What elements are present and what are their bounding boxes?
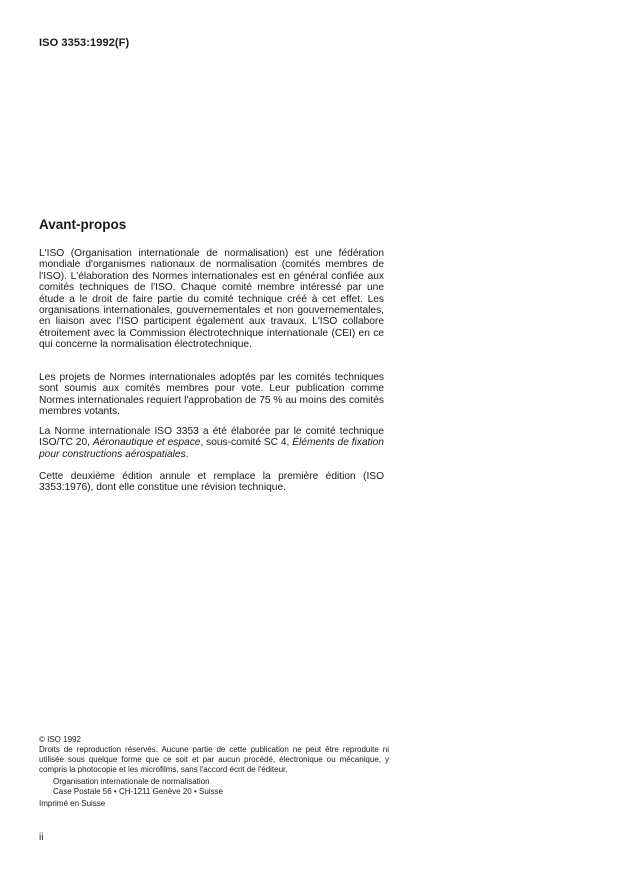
address-block [53,777,389,797]
postal-address: Case Postale 56 • CH-1211 Genève 20 • Suisse [53,787,223,796]
page-number: ii [39,832,44,843]
paragraph-iso-description: L'ISO (Organisation internationale de normalisation) est une fédération mondiale d'organismes nationaux de normalisation (comités membres de l'ISO). L'élaboration des Normes internationales est en général confiée aux comités techniques de l'ISO. Chaque comité membre intéressé par une étude a le droit de faire partie du comité technique créé à cet effet. Les organisations internationales, gouvernementales et non gouvernementales, en liaison avec l'ISO participent également aux travaux. L'ISO collabore étroitement avec la Commission électrotechnique internationale (CEI) en ce qui concerne la normalisation électrotechnique. [39,248,384,351]
committee-text-start: La Norme internationale ISO 3353 a été élaborée par le comité technique ISO/TC 20, [39,426,384,449]
paragraph-edition: Cette deuxième édition annule et remplace la première édition (ISO 3353:1976), dont elle constitue une révision technique. [39,471,384,494]
committee-text-middle: , sous-comité SC 4, [200,437,293,449]
paragraph-draft-standards: Les projets de Normes internationales adoptés par les comités techniques sont soumis aux comités membres pour vote. Leur publication comme Normes internationales requiert l'approbation de 75 % au moins des comités membres votants. [39,372,384,418]
paragraph-committee [39,426,384,460]
copyright-block [39,735,389,809]
copyright-line: © ISO 1992 [39,735,81,744]
committee-text-end: . [185,448,189,460]
committee-name: Aéronautique et espace [92,437,201,449]
rights-notice: Droits de reproduction réservés. Aucune partie de cette publication ne peut être reproduite ni utilisée sous quelque forme que ce soit et par aucun procédé, électronique ou mécanique, y compris la photocopie et les microfilms, sans l'accord écrit de l'éditeur. [39,745,389,774]
organisation-name: Organisation internationale de normalisation [53,777,210,786]
document-code: ISO 3353:1992(F) [39,37,130,49]
printed-in: Imprimé en Suisse [39,799,106,808]
section-title: Avant-propos [39,217,127,232]
subcommittee-name: Éléments de fixation pour constructions aérospatiales [39,437,384,460]
